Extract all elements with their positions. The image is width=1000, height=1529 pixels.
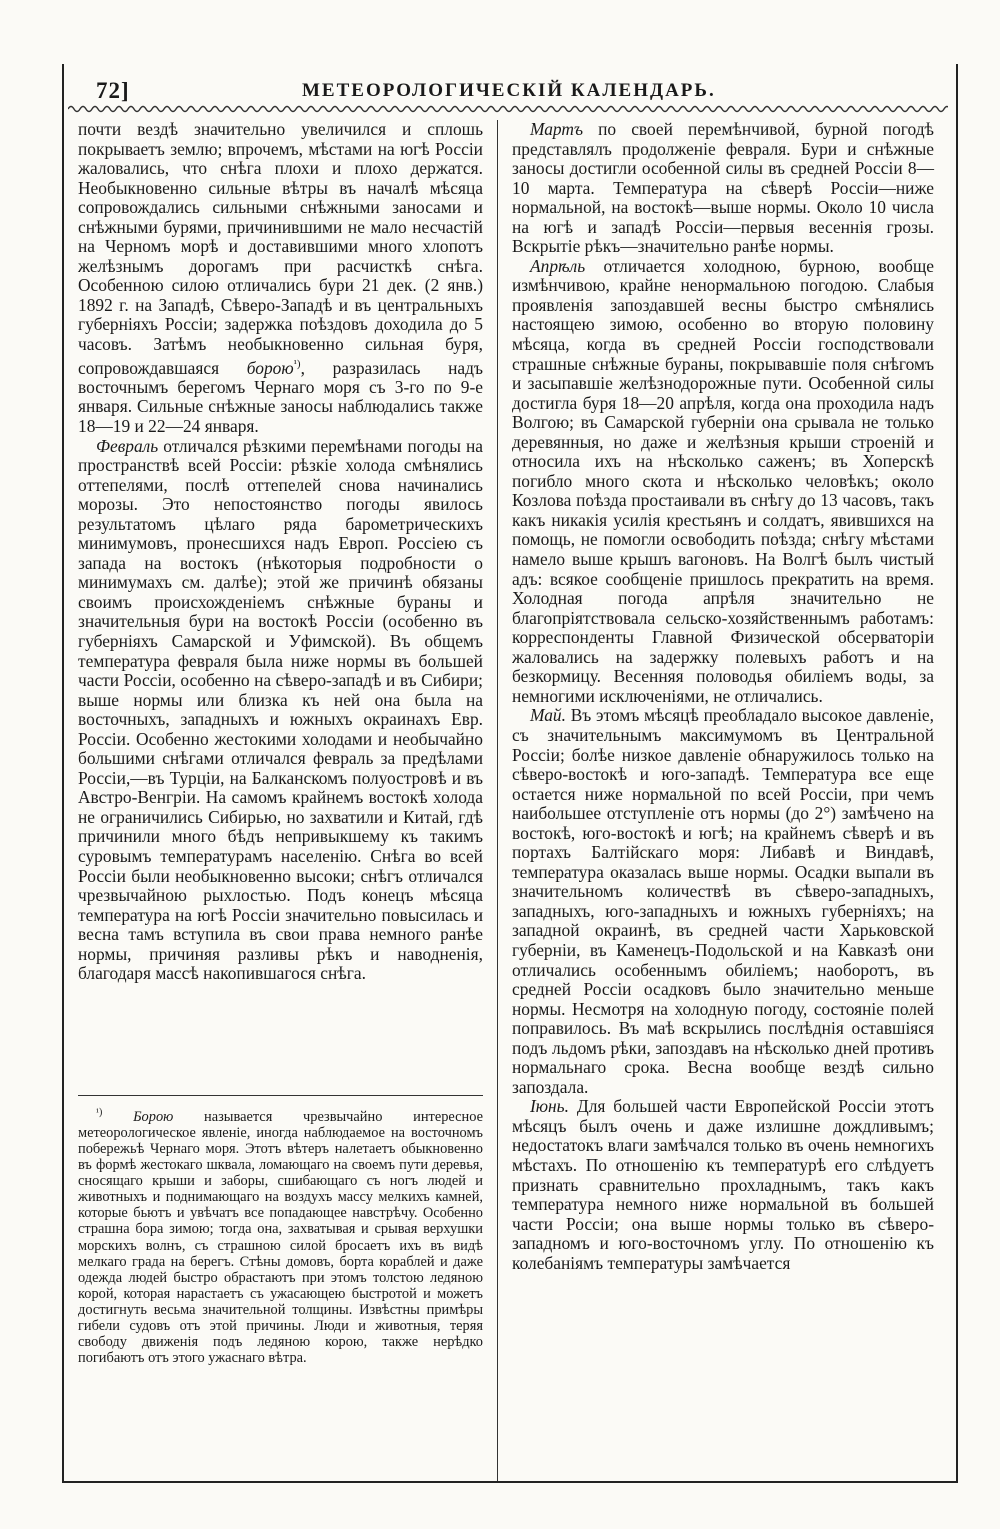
footnote-rule [78,1095,483,1096]
footnote-mark: ¹) [96,1107,103,1118]
paragraph-june: Іюнь. Для большей части Европейской Россіи этотъ мѣсяцъ былъ очень и даже излишне дождливымъ; недостатокъ влаги замѣчался только въ очень немногихъ мѣстахъ. По отношенію къ температурѣ его слѣдуетъ признать сравнительно прохладнымъ, такъ какъ температура немного ниже нормальной въ большей части Россіи; она выше нормы только въ сѣверо-западномъ и юго-восточномъ углу. По отношенію къ колебаніямъ температуры замѣчается [512,1096,934,1273]
bottom-rule [62,1481,958,1483]
month-february: Февраль [96,435,159,456]
column-divider [497,120,498,1482]
page-number: 72] [96,78,130,103]
left-column [78,120,483,984]
wavy-divider [68,102,948,116]
month-march: Мартъ [530,119,583,139]
paragraph-march: Мартъ по своей перемѣнчивой, бурной погодѣ представлялъ продолженіе февраля. Бури и снѣжные заносы достигли особенной силы въ средней Россіи 8—10 марта. Температура на сѣверѣ Россіи—ниже нормальной, на востокѣ—выше нормы. Около 10 числа на югѣ и западѣ Россіи—первыя весеннія грозы. Вскрытіе рѣкъ—значительно ранѣе нормы. [512,119,934,257]
footnote-mark: ¹) [293,357,301,370]
running-title: МЕТЕОРОЛОГИЧЕСКІЙ КАЛЕНДАРЬ. [302,80,716,101]
right-column [512,120,934,1273]
footnote-term: Борою [133,1108,174,1125]
paragraph-april: Апрѣль отличается холодною, бурною, вообще измѣнчивою, крайне ненормальною погодою. Слабыя проявленія запоздавшей весны быстро смѣнялись настоящею зимою, особенно во вторую половину мѣсяца, когда въ средней Россіи господствовали страшные снѣжные бураны, покрывавшіе поля снѣгомъ и засыпавшіе желѣзнодорожные пути. Особенной силы достигла буря 18—20 апрѣля, когда она проходила надъ Волгою; въ Самарской губерніи она срывала не только деревянныя, но даже и желѣзныя крыши строеній и относила ихъ на нѣсколько саженъ; въ Хоперскѣ погибло много скота и нѣсколько человѣкъ; около Козлова поѣзда простаивали въ снѣгу до 13 часовъ, такъ какъ никакія усилія крестьянъ и солдатъ, явившихся на помощь, не помогли освободить поѣзда; снѣгу мѣстами намело выше крышъ вагоновъ. На Волгѣ былъ чистый адъ: всякое сообщеніе пришлось прекратить на время. Холодная погода апрѣля значительно не благопріятствовала сельско-хозяйственнымъ работамъ: корреспонденты Главной Физической обсерваторіи жаловались на задержку полевыхъ работъ и на безкормицу. Весенняя половодья обиліемъ воды, за немногими исключеніями, не отличались. [512,255,934,706]
paragraph-january-end: почти вездѣ значительно увеличился и сплошь покрываетъ землю; впрочемъ, мѣстами на югѣ Россіи жаловались, что снѣга плохи и плохо держатся. Необыкновенно сильные вѣтры въ началѣ мѣсяца сопровождались сильными снѣжными заносами и снѣжными бурями, причинившими не мало несчастій на Черномъ морѣ и доставившими много хлопотъ желѣзнымъ дорогамъ при расчисткѣ снѣга. Особенною силою отличались бури 21 дек. (2 янв.) 1892 г. на Западѣ, Сѣверо-Западѣ и въ центральныхъ губерніяхъ Россіи; задержка поѣздовъ доходила до 5 часовъ. Затѣмъ необыкновенно сильная буря, сопровождавшаяся борою$^{^1)}$, разразилась надъ восточнымъ берегомъ Чернаго моря съ 3-го по 9-е января. Сильные снѣжные заносы наблюдались также 18—19 и 22—24 января. [78,119,483,436]
month-may: Май. [530,705,566,726]
paragraph-february: Февраль отличался рѣзкими перемѣнами погоды на пространствѣ всей Россіи: рѣзкіе холода смѣнялись оттепелями, послѣ оттепелей снова начинались морозы. Это непостоянство погоды явилось результатомъ цѣлаго ряда барометрическихъ минимумовъ, пронесшихся надъ Европ. Россіею съ запада на востокъ (нѣкоторыя подробности о минимумахъ см. далѣе); этой же причинѣ обязаны своимъ происхожденіемъ снѣжные бураны и значительныя бури на востокѣ Россіи (особенно въ губерніяхъ Самарской и Уфимской). Въ общемъ температура февраля была ниже нормы въ большей части Россіи, особенно на сѣверо-западѣ и въ Сибири; выше нормы или близка къ ней она была на восточныхъ, западныхъ и южныхъ окраинахъ Евр. Россіи. Особенно жестокими холодами и необычайно большими снѣгами отличался февраль за предѣлами Россіи,—въ Турціи, на Балканскомъ полуостровѣ и въ Австро-Венгріи. На самомъ крайнемъ востокѣ холода не ограничились Сибирью, но захватили и Китай, гдѣ причинили много бѣдъ непривыкшему къ такимъ суровымъ температурамъ населенію. Снѣга во всей Россіи были необыкновенно высоки; снѣгъ отличался чрезвычайною рыхлостью. Подъ конецъ мѣсяца температура на югѣ Россіи значительно повысилась и весна тамъ вступила въ свои права немного ранѣе нормы, причиняя разливы рѣкъ и наводненія, благодаря массѣ накопившагося снѣга. [78,435,483,984]
bora-term: борою [246,357,294,378]
month-april: Апрѣль [530,255,586,276]
footnote: $^{^1)}$ Борою называется чрезвычайно интересное метеорологическое явленіе, иногда наблюдаемое на восточномъ побережьѣ Чернаго моря. Этотъ вѣтеръ налетаетъ обыкновенно въ формѣ жестокаго шквала, ломающаго на своемъ пути деревья, сносящаго крыши и заборы, сшибающаго съ ногъ людей и животныхъ и поднимающаго на воздухъ массу мелкихъ камней, которые бьютъ и увѣчатъ все попадающее навстрѣчу. Особенно страшна бора зимою; тогда она, захватывая и срывая верхушки морскихъ волнъ, съ страшною силой бросаетъ ихъ въ видѣ мелкаго града на берегъ. Стѣны домовъ, борта кораблей и даже одежда людей быстро обрастаютъ при этомъ толстою ледяною корой, которая нарастаетъ съ ужасающею быстротой и можетъ достигнуть весьма значительной толщины. Извѣстны примѣры гибели судовъ отъ этой причины. Люди и животныя, теряя свободу движенія подъ ледяною корою, также нерѣдко погибаютъ отъ этого ужаснаго вѣтра. [78,1107,483,1367]
paragraph-may: Май. Въ этомъ мѣсяцѣ преобладало высокое давленіе, съ значительнымъ максимумомъ въ Центральной Россіи; болѣе низкое давленіе обнаружилось только на сѣверо-востокѣ и юго-западѣ. Температура все еще остается ниже нормальной по всей Россіи, при чемъ наибольшее отступленіе отъ нормы (до 2°) замѣчено на востокѣ, юго-востокѣ и югѣ; на крайнемъ сѣверѣ и въ портахъ Балтійскаго моря: Либавѣ и Виндавѣ, температура оказалась выше нормы. Осадки выпали въ значительномъ количествѣ въ сѣверо-западныхъ, западныхъ, юго-западныхъ и южныхъ губерніяхъ; на западной окраинѣ, въ средней части Харьковской губерніи, въ Каменецъ-Подольской и на Кавказѣ они отличались особеннымъ обиліемъ; наоборотъ, въ средней Россіи осадковъ было значительно меньше нормы. Несмотря на холодную погоду, состояніе полей поправилось. Въ маѣ вскрылись послѣднія оставшіяся подъ льдомъ рѣки, запоздавъ на нѣсколько дней противъ нормальнаго срока. Весна вообще вездѣ сильно запоздала. [512,705,934,1097]
month-june: Іюнь. [530,1096,569,1117]
